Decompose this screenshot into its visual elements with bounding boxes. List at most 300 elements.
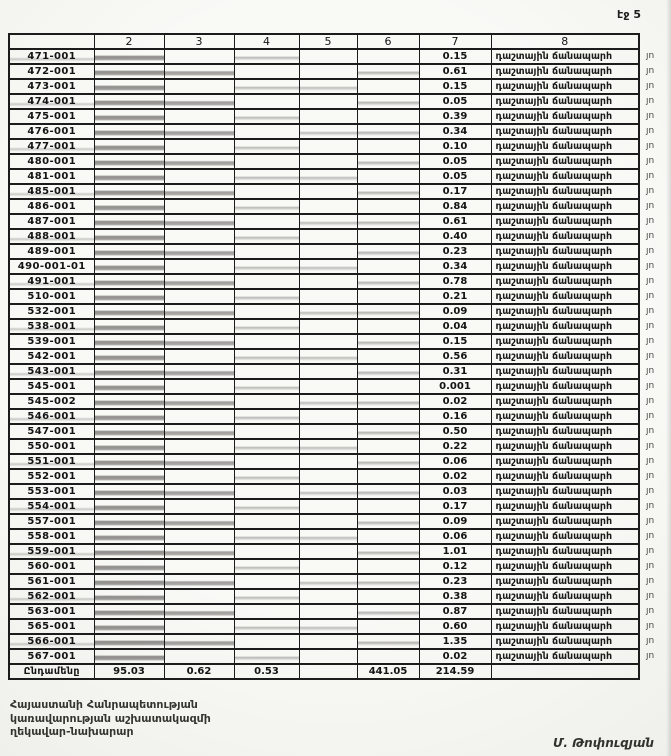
parcel-row xyxy=(9,334,665,349)
margin-note: յո xyxy=(646,516,655,526)
area-value-cell: 0.02 xyxy=(419,649,491,664)
col3-cell xyxy=(164,439,234,454)
col4-cell xyxy=(234,109,299,124)
col4-cell xyxy=(234,259,299,274)
margin-note: յո xyxy=(646,501,655,511)
area-value-cell: 0.02 xyxy=(419,469,491,484)
area-value-cell: 0.10 xyxy=(419,139,491,154)
col3-cell xyxy=(164,334,234,349)
col5-cell xyxy=(299,49,357,64)
col4-cell xyxy=(234,64,299,79)
parcel-id-cell: 490-001-01 xyxy=(9,259,94,274)
margin-note: յո xyxy=(646,126,655,136)
col2-cell xyxy=(94,649,164,664)
col2-cell xyxy=(94,49,164,64)
col3-cell xyxy=(164,379,234,394)
col2-cell xyxy=(94,619,164,634)
parcel-id-cell: 487-001 xyxy=(9,214,94,229)
col6-cell xyxy=(357,529,419,544)
parcel-row xyxy=(9,139,665,154)
parcel-row xyxy=(9,574,665,589)
total-row xyxy=(9,664,665,679)
col2-cell xyxy=(94,184,164,199)
col3-cell xyxy=(164,529,234,544)
col4-cell xyxy=(234,289,299,304)
parcel-row xyxy=(9,289,665,304)
col5-cell xyxy=(299,379,357,394)
area-value-cell: 0.38 xyxy=(419,589,491,604)
land-use-cell: դաշտային ճանապարհ xyxy=(491,259,639,274)
col4-cell xyxy=(234,199,299,214)
col5-cell xyxy=(299,64,357,79)
margin-note: յո xyxy=(646,156,655,166)
col3-cell xyxy=(164,64,234,79)
col4-cell xyxy=(234,589,299,604)
col2-cell xyxy=(94,199,164,214)
column-header-2: 2 xyxy=(94,34,164,49)
col2-cell xyxy=(94,319,164,334)
col2-cell xyxy=(94,274,164,289)
area-value-cell: 0.001 xyxy=(419,379,491,394)
margin-note: յո xyxy=(646,471,655,481)
parcel-row xyxy=(9,409,665,424)
col4-cell xyxy=(234,409,299,424)
margin-header-cell xyxy=(639,34,665,49)
area-value-cell: 0.23 xyxy=(419,244,491,259)
area-value-cell: 0.84 xyxy=(419,199,491,214)
col3-cell xyxy=(164,634,234,649)
parcel-id-cell: 543-001 xyxy=(9,364,94,379)
col6-cell xyxy=(357,349,419,364)
land-use-cell: դաշտային ճանապարհ xyxy=(491,424,639,439)
land-use-cell: դաշտային ճանապարհ xyxy=(491,124,639,139)
parcel-id-cell: 551-001 xyxy=(9,454,94,469)
col5-cell xyxy=(299,319,357,334)
col6-cell xyxy=(357,199,419,214)
page-number-label: էջ 5 xyxy=(617,8,641,21)
area-value-cell: 0.87 xyxy=(419,604,491,619)
col2-cell xyxy=(94,469,164,484)
area-value-cell: 1.01 xyxy=(419,544,491,559)
col2-cell xyxy=(94,379,164,394)
col5-cell xyxy=(299,544,357,559)
land-use-cell: դաշտային ճանապարհ xyxy=(491,649,639,664)
col4-cell xyxy=(234,454,299,469)
col3-cell xyxy=(164,94,234,109)
parcel-row xyxy=(9,94,665,109)
col6-cell xyxy=(357,469,419,484)
col5-cell xyxy=(299,184,357,199)
col5-cell xyxy=(299,454,357,469)
land-use-cell: դաշտային ճանապարհ xyxy=(491,589,639,604)
col5-cell xyxy=(299,649,357,664)
parcel-row xyxy=(9,544,665,559)
col5-cell xyxy=(299,589,357,604)
margin-note: յո xyxy=(646,651,655,661)
col4-cell xyxy=(234,139,299,154)
land-use-cell: դաշտային ճանապարհ xyxy=(491,469,639,484)
parcel-id-cell: 567-001 xyxy=(9,649,94,664)
parcel-id-cell: 474-001 xyxy=(9,94,94,109)
margin-note: յո xyxy=(646,591,655,601)
col4-cell xyxy=(234,274,299,289)
parcel-id-cell: 510-001 xyxy=(9,289,94,304)
land-use-cell: դաշտային ճանապարհ xyxy=(491,109,639,124)
parcel-id-cell: 562-001 xyxy=(9,589,94,604)
land-use-cell: դաշտային ճանապարհ xyxy=(491,169,639,184)
col6-cell xyxy=(357,379,419,394)
margin-note: յո xyxy=(646,66,655,76)
area-value-cell: 0.05 xyxy=(419,169,491,184)
issuer-line-1: Հայաստանի Հանրապետության xyxy=(10,698,198,711)
col2-cell xyxy=(94,349,164,364)
col6-cell xyxy=(357,634,419,649)
col6-cell xyxy=(357,169,419,184)
col5-cell xyxy=(299,409,357,424)
parcel-row xyxy=(9,439,665,454)
col6-cell xyxy=(357,289,419,304)
margin-note: յո xyxy=(646,291,655,301)
col5-cell xyxy=(299,244,357,259)
parcel-row xyxy=(9,229,665,244)
parcel-id-cell: 475-001 xyxy=(9,109,94,124)
parcel-id-cell: 565-001 xyxy=(9,619,94,634)
col3-cell xyxy=(164,184,234,199)
margin-note: յո xyxy=(646,366,655,376)
total-value-cell: 441.05 xyxy=(357,664,419,679)
col2-cell xyxy=(94,484,164,499)
parcel-row xyxy=(9,184,665,199)
col3-cell xyxy=(164,214,234,229)
area-value-cell: 0.03 xyxy=(419,484,491,499)
col3-cell xyxy=(164,124,234,139)
col2-cell xyxy=(94,289,164,304)
area-value-cell: 0.04 xyxy=(419,319,491,334)
column-header-6: 6 xyxy=(357,34,419,49)
col4-cell xyxy=(234,244,299,259)
margin-note: յո xyxy=(646,246,655,256)
parcel-id-cell: 566-001 xyxy=(9,634,94,649)
area-value-cell: 0.50 xyxy=(419,424,491,439)
col6-cell xyxy=(357,514,419,529)
col2-cell xyxy=(94,439,164,454)
land-use-cell: դաշտային ճանապարհ xyxy=(491,334,639,349)
col6-cell xyxy=(357,79,419,94)
issuer-line-2: կառավարության աշխատակազմի xyxy=(10,711,211,725)
col5-cell xyxy=(299,394,357,409)
margin-note: յո xyxy=(646,606,655,616)
col2-cell xyxy=(94,169,164,184)
land-use-cell: դաշտային ճանապարհ xyxy=(491,304,639,319)
parcel-row xyxy=(9,649,665,664)
col4-cell xyxy=(234,514,299,529)
parcel-id-cell: 532-001 xyxy=(9,304,94,319)
area-value-cell: 0.39 xyxy=(419,109,491,124)
parcel-id-cell: 545-002 xyxy=(9,394,94,409)
col2-cell xyxy=(94,214,164,229)
col3-cell xyxy=(164,484,234,499)
parcel-row xyxy=(9,619,665,634)
col3-cell xyxy=(164,274,234,289)
col3-cell xyxy=(164,169,234,184)
col3-cell xyxy=(164,49,234,64)
col4-cell xyxy=(234,499,299,514)
col6-cell xyxy=(357,184,419,199)
area-value-cell: 0.02 xyxy=(419,394,491,409)
col6-cell xyxy=(357,649,419,664)
land-use-cell: դաշտային ճանապարհ xyxy=(491,619,639,634)
margin-note: յո xyxy=(646,531,655,541)
parcel-row xyxy=(9,424,665,439)
parcel-row xyxy=(9,304,665,319)
margin-note: յո xyxy=(646,561,655,571)
parcel-row xyxy=(9,514,665,529)
col3-cell xyxy=(164,289,234,304)
margin-note: յո xyxy=(646,396,655,406)
col3-cell xyxy=(164,304,234,319)
col2-cell xyxy=(94,604,164,619)
area-value-cell: 0.15 xyxy=(419,49,491,64)
column-header-4: 4 xyxy=(234,34,299,49)
parcel-row xyxy=(9,454,665,469)
parcel-id-cell: 488-001 xyxy=(9,229,94,244)
col2-cell xyxy=(94,229,164,244)
parcel-row xyxy=(9,319,665,334)
area-value-cell: 0.12 xyxy=(419,559,491,574)
col3-cell xyxy=(164,604,234,619)
col2-cell xyxy=(94,364,164,379)
parcel-id-cell: 480-001 xyxy=(9,154,94,169)
land-use-cell: դաշտային ճանապարհ xyxy=(491,79,639,94)
col6-cell xyxy=(357,244,419,259)
col2-cell xyxy=(94,79,164,94)
parcel-id-cell: 539-001 xyxy=(9,334,94,349)
land-use-cell: դաշտային ճանապարհ xyxy=(491,319,639,334)
parcel-id-cell: 546-001 xyxy=(9,409,94,424)
total-value-cell: 0.53 xyxy=(234,664,299,679)
margin-note: յո xyxy=(646,81,655,91)
parcel-row xyxy=(9,169,665,184)
col5-cell xyxy=(299,514,357,529)
col2-cell xyxy=(94,589,164,604)
signature-name: Մ. Թոփուզյան xyxy=(553,736,654,750)
col6-cell xyxy=(357,64,419,79)
col6-cell xyxy=(357,409,419,424)
col6-cell xyxy=(357,439,419,454)
col3-cell xyxy=(164,469,234,484)
col5-cell xyxy=(299,214,357,229)
parcel-id-cell: 557-001 xyxy=(9,514,94,529)
margin-note: յո xyxy=(646,96,655,106)
margin-note: յո xyxy=(646,186,655,196)
area-value-cell: 0.17 xyxy=(419,184,491,199)
col6-cell xyxy=(357,394,419,409)
margin-note: յո xyxy=(646,411,655,421)
col3-cell xyxy=(164,199,234,214)
margin-note: յո xyxy=(646,201,655,211)
margin-note: յո xyxy=(646,621,655,631)
land-use-cell: դաշտային ճանապարհ xyxy=(491,364,639,379)
col6-cell xyxy=(357,94,419,109)
col4-cell xyxy=(234,364,299,379)
area-value-cell: 0.56 xyxy=(419,349,491,364)
col3-cell xyxy=(164,109,234,124)
col2-cell xyxy=(94,544,164,559)
col4-cell xyxy=(234,649,299,664)
col6-cell xyxy=(357,274,419,289)
col3-cell xyxy=(164,229,234,244)
col4-cell xyxy=(234,154,299,169)
col5-cell xyxy=(299,439,357,454)
land-use-cell: դաշտային ճանապարհ xyxy=(491,229,639,244)
area-value-cell: 0.61 xyxy=(419,64,491,79)
area-value-cell: 0.61 xyxy=(419,214,491,229)
parcel-id-cell: 561-001 xyxy=(9,574,94,589)
column-header-blank xyxy=(9,34,94,49)
col3-cell xyxy=(164,454,234,469)
land-use-cell: դաշտային ճանապարհ xyxy=(491,214,639,229)
col3-cell xyxy=(164,589,234,604)
land-use-cell: դաշտային ճանապարհ xyxy=(491,484,639,499)
col6-cell xyxy=(357,259,419,274)
col2-cell xyxy=(94,139,164,154)
margin-note: յո xyxy=(646,111,655,121)
col2-cell xyxy=(94,409,164,424)
col4-cell xyxy=(234,319,299,334)
col4-cell xyxy=(234,349,299,364)
col6-cell xyxy=(357,304,419,319)
parcel-id-cell: 558-001 xyxy=(9,529,94,544)
col2-cell xyxy=(94,454,164,469)
col3-cell xyxy=(164,409,234,424)
area-value-cell: 0.16 xyxy=(419,409,491,424)
col6-cell xyxy=(357,424,419,439)
col3-cell xyxy=(164,349,234,364)
col4-cell xyxy=(234,94,299,109)
col3-cell xyxy=(164,574,234,589)
col6-cell xyxy=(357,619,419,634)
parcel-row xyxy=(9,49,665,64)
col2-cell xyxy=(94,94,164,109)
header-row xyxy=(9,34,665,49)
col5-cell xyxy=(299,559,357,574)
col2-cell xyxy=(94,259,164,274)
col5-cell xyxy=(299,79,357,94)
col4-cell xyxy=(234,559,299,574)
col3-cell xyxy=(164,514,234,529)
land-use-cell: դաշտային ճանապարհ xyxy=(491,139,639,154)
land-use-cell: դաշտային ճանապարհ xyxy=(491,394,639,409)
area-value-cell: 0.22 xyxy=(419,439,491,454)
parcel-row xyxy=(9,154,665,169)
land-use-cell: դաշտային ճանապարհ xyxy=(491,559,639,574)
col5-cell xyxy=(299,259,357,274)
col5-cell xyxy=(299,469,357,484)
col6-cell xyxy=(357,49,419,64)
parcel-id-cell: 554-001 xyxy=(9,499,94,514)
col3-cell xyxy=(164,424,234,439)
parcel-id-cell: 553-001 xyxy=(9,484,94,499)
parcel-row xyxy=(9,394,665,409)
col2-cell xyxy=(94,514,164,529)
area-value-cell: 0.06 xyxy=(419,529,491,544)
margin-note: յո xyxy=(646,546,655,556)
col2-cell xyxy=(94,64,164,79)
col5-cell xyxy=(299,604,357,619)
col4-cell xyxy=(234,214,299,229)
col3-cell xyxy=(164,394,234,409)
col6-cell xyxy=(357,454,419,469)
land-use-cell: դաշտային ճանապարհ xyxy=(491,64,639,79)
margin-note: յո xyxy=(646,426,655,436)
col3-cell xyxy=(164,544,234,559)
margin-note: յո xyxy=(646,441,655,451)
col4-cell xyxy=(234,574,299,589)
margin-note: յո xyxy=(646,216,655,226)
col3-cell xyxy=(164,139,234,154)
area-value-cell: 0.09 xyxy=(419,514,491,529)
col6-cell xyxy=(357,589,419,604)
land-use-cell: դաշտային ճանապարհ xyxy=(491,184,639,199)
col5-cell xyxy=(299,229,357,244)
land-use-cell: դաշտային ճանապարհ xyxy=(491,199,639,214)
parcel-id-cell: 559-001 xyxy=(9,544,94,559)
area-value-cell: 0.15 xyxy=(419,79,491,94)
col4-cell xyxy=(234,184,299,199)
parcel-id-cell: 472-001 xyxy=(9,64,94,79)
col4-cell xyxy=(234,469,299,484)
col5-cell xyxy=(299,424,357,439)
col6-cell xyxy=(357,484,419,499)
col4-cell xyxy=(234,379,299,394)
area-value-cell: 0.09 xyxy=(419,304,491,319)
area-value-cell: 0.06 xyxy=(419,454,491,469)
col4-cell xyxy=(234,124,299,139)
land-use-cell: դաշտային ճանապարհ xyxy=(491,634,639,649)
col5-cell xyxy=(299,634,357,649)
col5-cell xyxy=(299,574,357,589)
parcel-row xyxy=(9,589,665,604)
land-use-cell: դաշտային ճանապարհ xyxy=(491,244,639,259)
col2-cell xyxy=(94,124,164,139)
total-label-cell: Ընդամենը xyxy=(9,664,94,679)
margin-note: յո xyxy=(646,486,655,496)
col6-cell xyxy=(357,544,419,559)
margin-note: յո xyxy=(646,351,655,361)
area-value-cell: 0.17 xyxy=(419,499,491,514)
parcel-id-cell: 491-001 xyxy=(9,274,94,289)
area-value-cell: 0.05 xyxy=(419,154,491,169)
col4-cell xyxy=(234,424,299,439)
parcel-row xyxy=(9,214,665,229)
parcel-id-cell: 560-001 xyxy=(9,559,94,574)
area-value-cell: 0.60 xyxy=(419,619,491,634)
parcel-row xyxy=(9,559,665,574)
col6-cell xyxy=(357,124,419,139)
col5-cell xyxy=(299,499,357,514)
col5-cell xyxy=(299,484,357,499)
parcel-id-cell: 481-001 xyxy=(9,169,94,184)
parcel-row xyxy=(9,109,665,124)
col2-cell xyxy=(94,109,164,124)
parcel-id-cell: 489-001 xyxy=(9,244,94,259)
col4-cell xyxy=(234,334,299,349)
parcel-row xyxy=(9,259,665,274)
col3-cell xyxy=(164,559,234,574)
col3-cell xyxy=(164,619,234,634)
col5-cell xyxy=(299,139,357,154)
total-value-cell: 0.62 xyxy=(164,664,234,679)
